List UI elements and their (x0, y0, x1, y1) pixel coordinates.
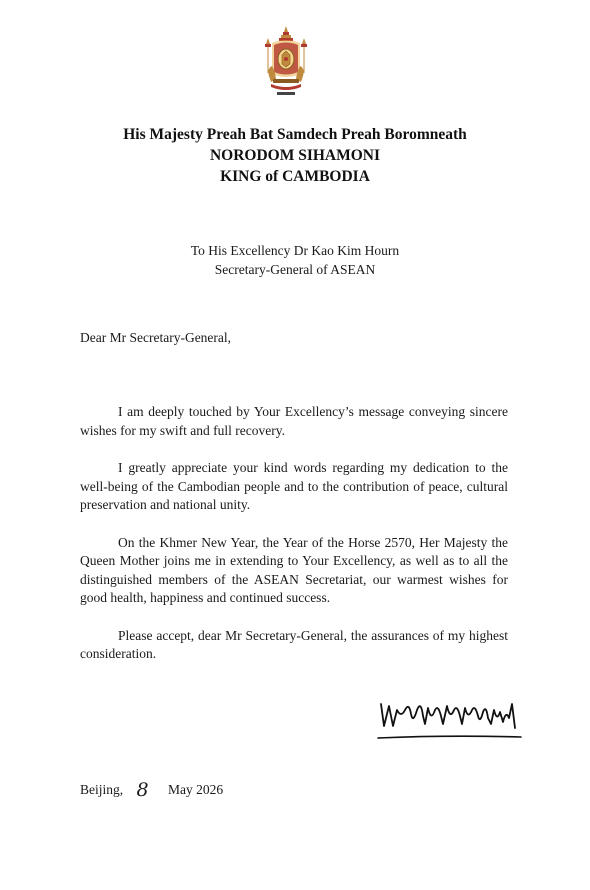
body-paragraph: I am deeply touched by Your Excellency’s message conveying sincere wishes for my swift and full recovery. (80, 404, 508, 438)
addressee-title: Secretary-General of ASEAN (214, 262, 376, 277)
handwritten-signature (375, 698, 525, 744)
sender-honorific: His Majesty Preah Bat Samdech Preah Boromneath (123, 126, 467, 143)
sender-title: KING of CAMBODIA (220, 168, 370, 185)
royal-coat-of-arms-icon (259, 24, 313, 98)
body-paragraph: On the Khmer New Year, the Year of the Horse 2570, Her Majesty the Queen Mother joins me in extending to Your Excellency, as well as to all the distinguished members of the ASEAN Secretariat, our warmest wishes for good health, happiness and continued success. (80, 534, 508, 605)
sender-title-block (0, 124, 590, 187)
month-year: May 2026 (167, 782, 224, 797)
addressee-block (0, 241, 590, 279)
handwritten-day: 8 (136, 779, 149, 801)
body-paragraph: I greatly appreciate your kind words regarding my dedication to the well-being of the Cambodian people and to the contribution of peace, cultural preservation and national unity. (80, 460, 508, 512)
place: Beijing, (80, 782, 124, 797)
salutation: Dear Mr Secretary-General, (80, 330, 232, 345)
sender-name: NORODOM SIHAMONI (209, 147, 381, 164)
letter-body (80, 403, 508, 683)
place-and-date (80, 779, 223, 799)
body-paragraph: Please accept, dear Mr Secretary-General, the assurances of my highest consideration. (80, 627, 508, 661)
addressee-name: To His Excellency Dr Kao Kim Hourn (190, 243, 400, 258)
